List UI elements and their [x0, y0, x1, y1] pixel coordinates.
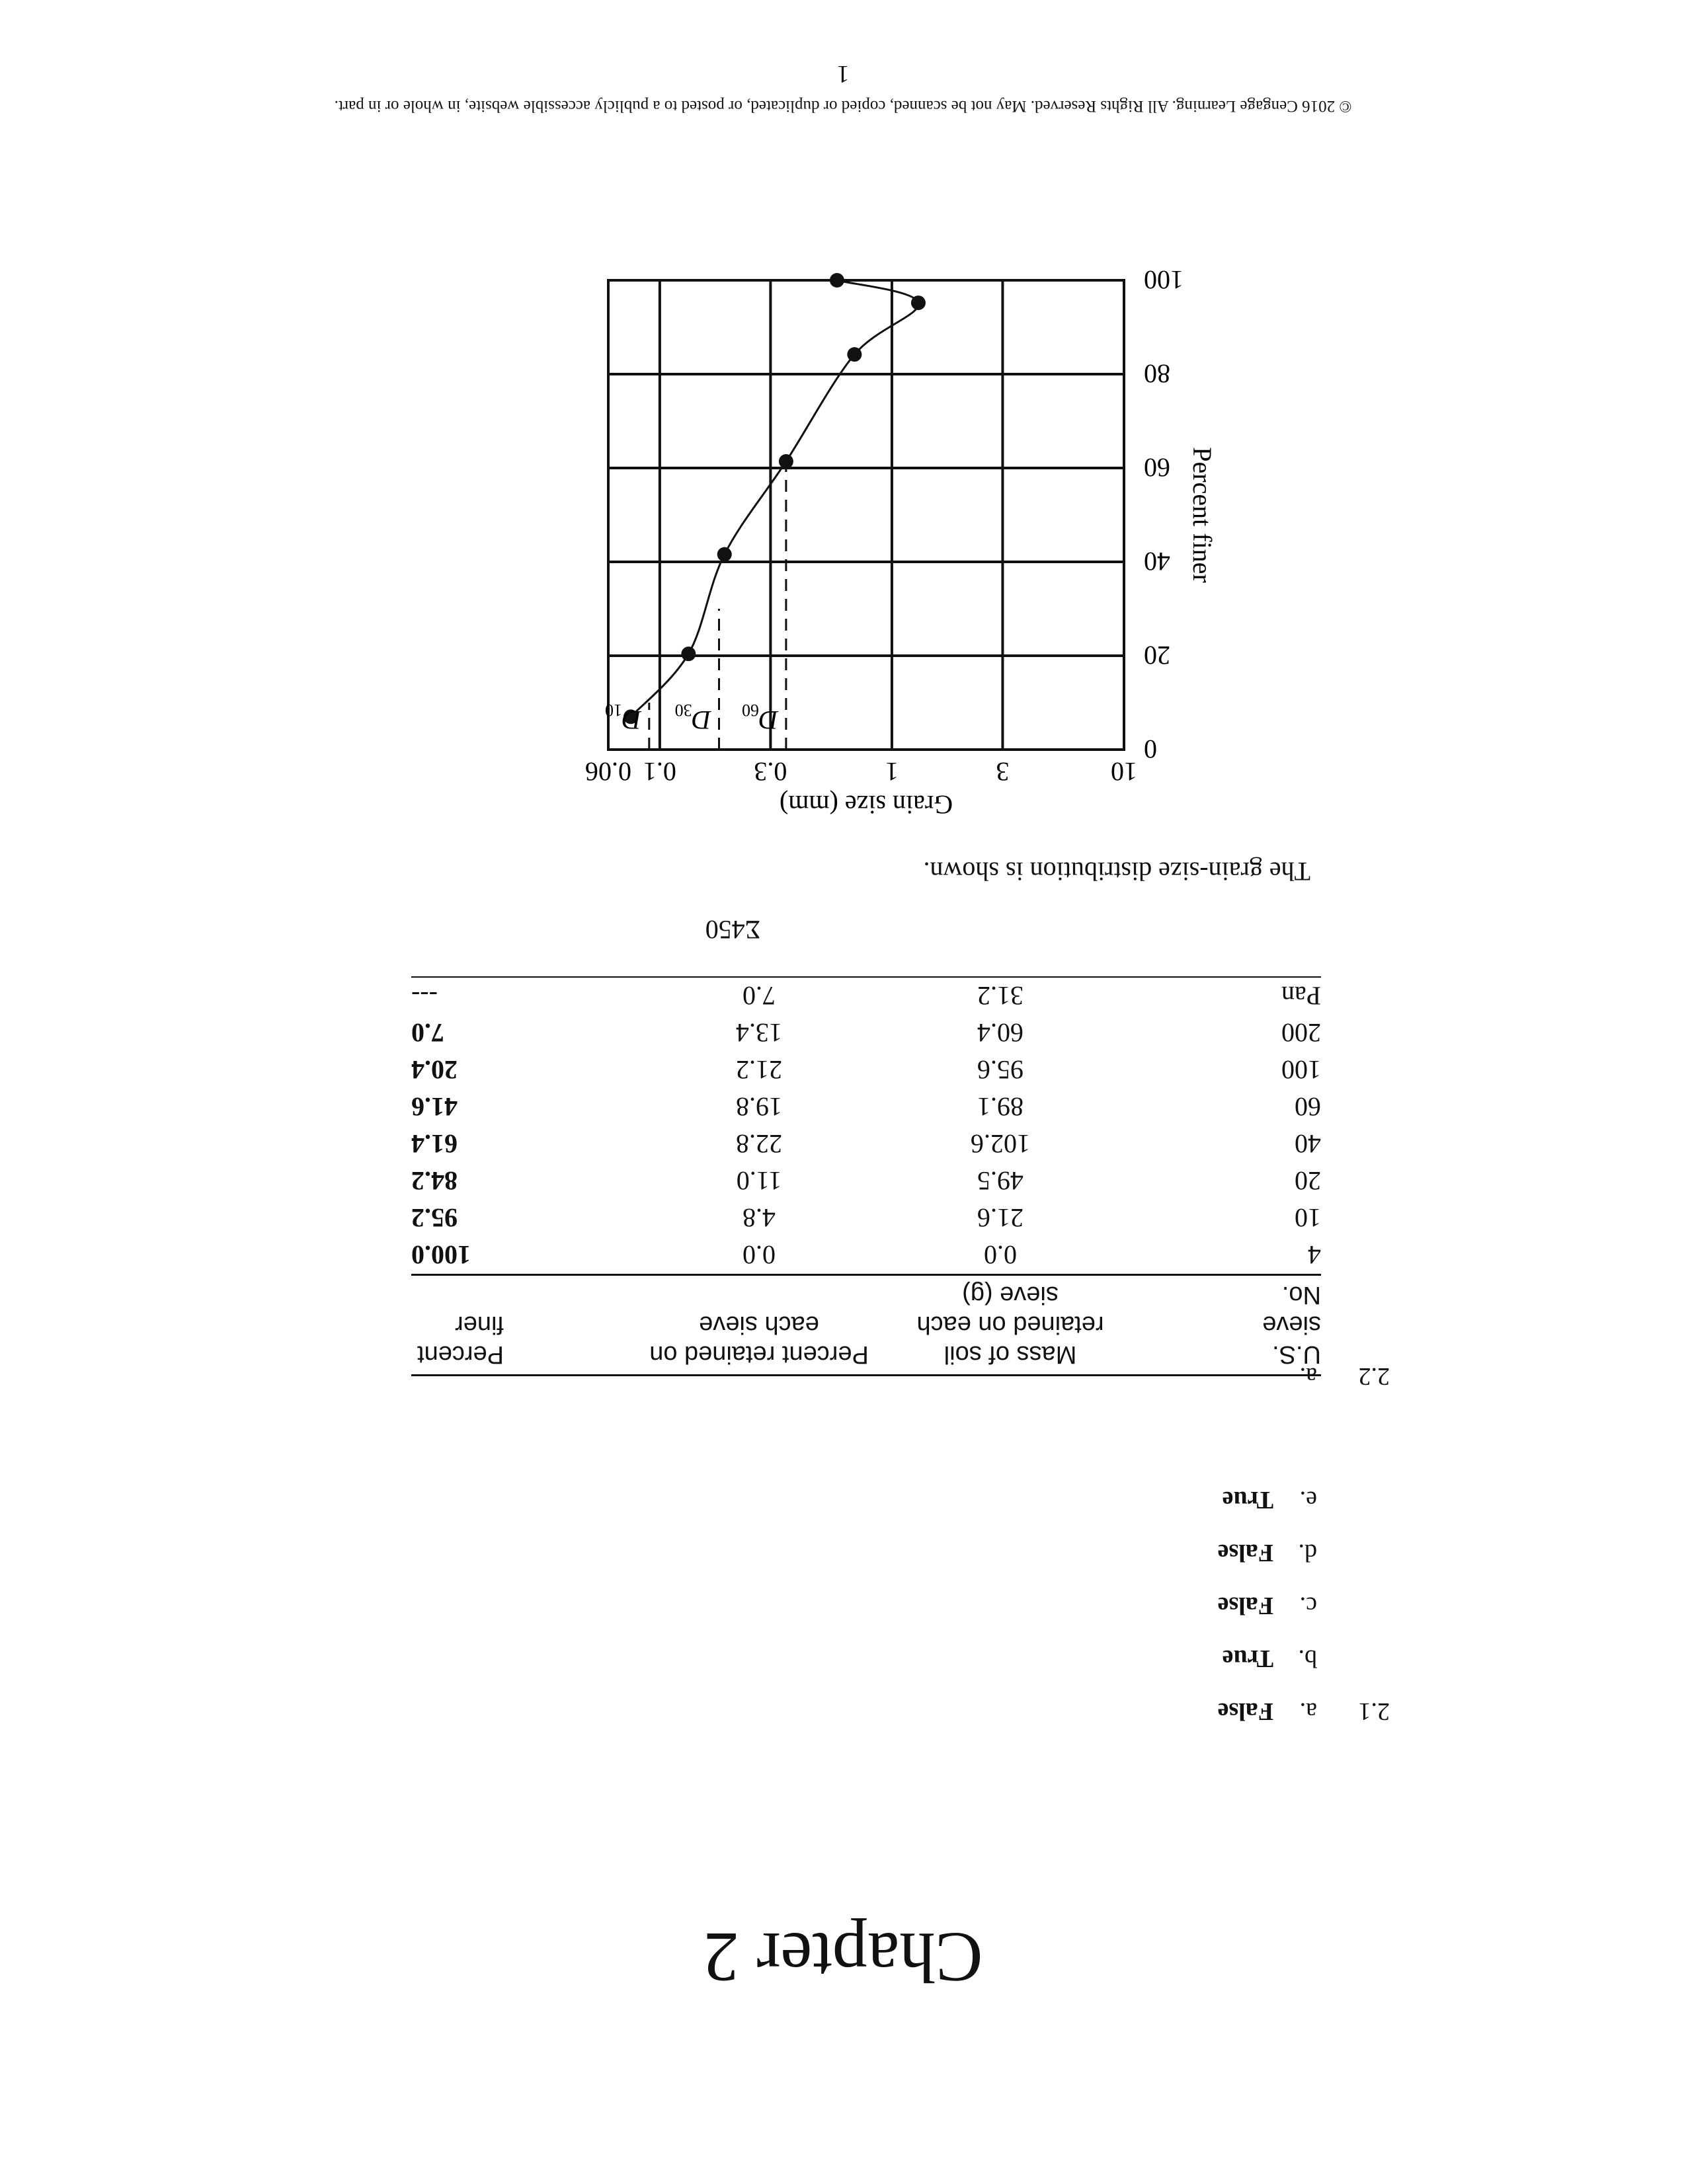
item-letter: c.	[1299, 1592, 1317, 1619]
cell-sieve: 20	[1295, 1166, 1321, 1196]
cell-percent-finer: 20.4	[411, 1055, 458, 1085]
question-number-2-1: 2.1	[1358, 1697, 1390, 1725]
copyright-footer: © 2016 Cengage Learning. All Rights Reserved. May not be scanned, copied or duplicated, or posted to a publicly accessible website, in whole or in part.	[334, 97, 1352, 115]
table-header-row	[411, 1275, 1321, 1376]
d-label-main: D	[622, 705, 641, 735]
cell-percent-retained: 7.0	[627, 977, 891, 1015]
x-tick-label: 10	[1111, 757, 1137, 787]
cell-percent-finer: 61.4	[411, 1129, 458, 1159]
header-label: U.S. sieve No.	[1262, 1281, 1321, 1368]
y-tick-label: 60	[1144, 453, 1170, 483]
d-value-label	[742, 701, 779, 735]
table-row	[411, 1089, 1321, 1126]
x-tick-label: 0.1	[643, 757, 676, 787]
question-number-2-2: 2.2	[1358, 1362, 1390, 1390]
cell-sieve: 4	[1308, 1240, 1321, 1270]
d-value-label	[605, 701, 642, 735]
data-point	[911, 295, 926, 310]
cell-mass: 60.4	[977, 1018, 1024, 1048]
grain-size-distribution-chart	[430, 181, 1256, 829]
cell-mass: 95.6	[977, 1055, 1024, 1085]
x-tick-label: 1	[885, 757, 899, 787]
header-percent-retained	[627, 1275, 891, 1376]
cell-percent-finer: 100.0	[411, 1240, 471, 1270]
header-label: Percent retained on each sieve	[649, 1311, 869, 1368]
y-tick-label: 20	[1144, 641, 1170, 670]
y-tick-label: 100	[1144, 265, 1184, 295]
cell-percent-retained: 22.8	[736, 1129, 782, 1159]
d-label-subscript: 30	[674, 701, 692, 720]
data-point	[847, 347, 862, 362]
x-axis-label: Grain size (mm)	[779, 790, 953, 820]
d-label-subscript: 10	[604, 701, 622, 720]
cell-percent-retained: 11.0	[736, 1166, 782, 1196]
cell-percent-finer: 41.6	[411, 1092, 458, 1122]
cell-mass: 89.1	[977, 1092, 1024, 1122]
cell-percent-retained: 0.0	[743, 1240, 776, 1270]
d-value-label	[675, 701, 712, 735]
cell-mass: 102.6	[971, 1129, 1030, 1159]
table-row	[411, 1237, 1321, 1275]
chart-curve	[631, 280, 918, 717]
cell-percent-finer: 7.0	[411, 1018, 444, 1048]
cell-sieve: 200	[1281, 1018, 1321, 1048]
d-label-subscript: 60	[741, 701, 759, 720]
data-point	[779, 454, 793, 469]
item-answer: False	[1217, 1697, 1273, 1725]
cell-sieve: 40	[1295, 1129, 1321, 1159]
cell-percent-retained: 13.4	[736, 1018, 782, 1048]
sieve-analysis-table	[411, 976, 1321, 1376]
chart-annotations	[605, 468, 786, 750]
chart-intro-text: The grain-size distribution is shown.	[923, 857, 1310, 886]
table-row	[411, 1126, 1321, 1163]
d-label-main: D	[692, 705, 711, 735]
cell-mass: 49.5	[977, 1166, 1024, 1196]
table-row	[411, 977, 1321, 1015]
page-number: 1	[836, 60, 850, 88]
chapter-title: Chapter 2	[703, 1918, 983, 1996]
item-answer: True	[1222, 1645, 1273, 1672]
x-tick-label: 3	[996, 757, 1010, 787]
cell-sieve: Pan	[1109, 977, 1321, 1015]
table-row	[411, 1015, 1321, 1052]
data-point	[681, 646, 696, 661]
y-axis-label: Percent finer	[1187, 447, 1217, 583]
chart-grid	[608, 280, 1124, 750]
item-letter: b.	[1298, 1645, 1317, 1672]
item-answer: False	[1217, 1592, 1273, 1619]
cell-sieve: 60	[1295, 1092, 1321, 1122]
d-label-main: D	[758, 705, 778, 735]
table-row	[411, 1163, 1321, 1200]
cell-mass: 21.6	[977, 1203, 1024, 1233]
item-answer: False	[1217, 1539, 1273, 1567]
cell-mass: 0.0	[984, 1240, 1017, 1270]
table-row	[411, 1200, 1321, 1237]
cell-mass: 31.2	[891, 977, 1109, 1015]
cell-percent-finer: 84.2	[411, 1166, 458, 1196]
y-tick-label: 80	[1144, 359, 1170, 389]
plot-frame	[608, 280, 1124, 750]
header-label: Mass of soil retained on each sieve (g)	[916, 1281, 1104, 1368]
item-letter: e.	[1299, 1486, 1317, 1514]
x-tick-label: 0.06	[585, 757, 631, 787]
cell-percent-retained: 19.8	[736, 1092, 782, 1122]
cell-percent-retained: 4.8	[743, 1203, 776, 1233]
cell-sieve: 10	[1295, 1203, 1321, 1233]
mass-total: Σ450	[705, 915, 760, 945]
cell-percent-finer: 95.2	[411, 1203, 458, 1233]
header-mass-retained	[891, 1275, 1109, 1376]
header-label: Percent finer	[417, 1311, 504, 1368]
table-row	[411, 1052, 1321, 1089]
item-letter: a.	[1299, 1697, 1317, 1725]
cell-sieve: 100	[1281, 1055, 1321, 1085]
y-tick-label: 40	[1144, 547, 1170, 576]
header-percent-finer	[411, 1275, 627, 1376]
header-sieve-no	[1109, 1275, 1321, 1376]
item-letter: d.	[1298, 1539, 1317, 1567]
item-answer: True	[1222, 1486, 1273, 1514]
data-point	[830, 273, 844, 288]
y-tick-label: 0	[1144, 734, 1157, 764]
data-point	[717, 547, 732, 562]
x-tick-label: 0.3	[754, 757, 787, 787]
distribution-curve	[631, 280, 918, 717]
item-letter: a.	[1299, 1362, 1317, 1390]
cell-percent-retained: 21.2	[736, 1055, 782, 1085]
cell-percent-finer: ---	[411, 977, 627, 1015]
